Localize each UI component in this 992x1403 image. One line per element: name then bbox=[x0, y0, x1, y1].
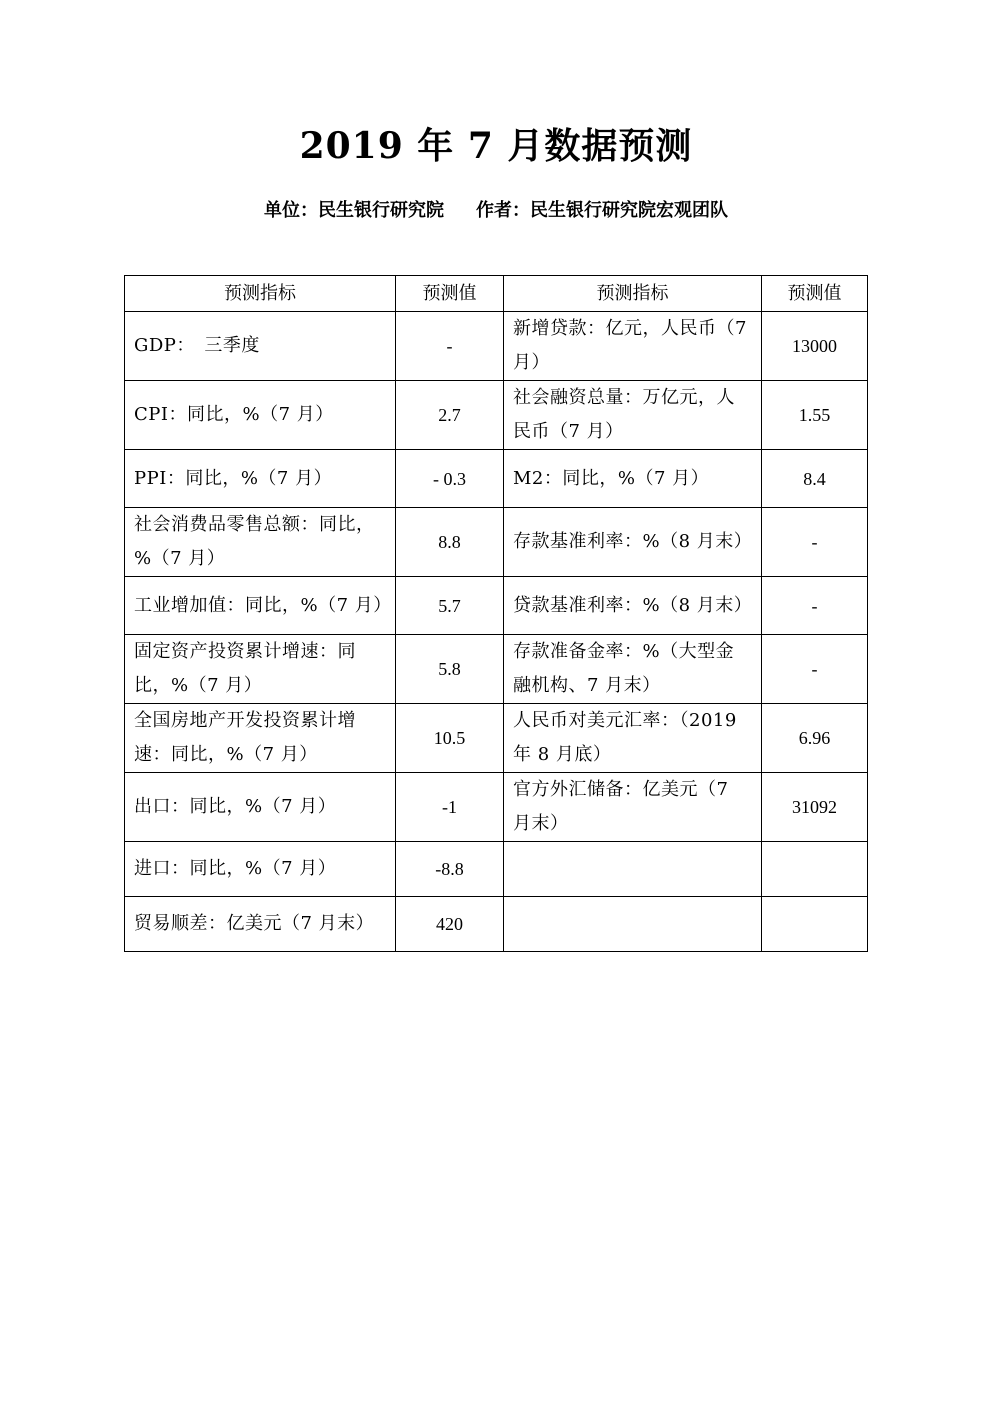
indicator-cell: 出口：同比，%（7 月） bbox=[125, 773, 396, 842]
value-cell: - 0.3 bbox=[396, 450, 504, 508]
table-header-row bbox=[125, 276, 868, 312]
table-row bbox=[125, 704, 868, 773]
indicator-cell: PPI：同比，%（7 月） bbox=[125, 450, 396, 508]
header-value-right: 预测值 bbox=[762, 276, 868, 312]
indicator-cell: 全国房地产开发投资累计增速：同比，%（7 月） bbox=[125, 704, 396, 773]
header-indicator-left: 预测指标 bbox=[125, 276, 396, 312]
value-cell: 5.8 bbox=[396, 635, 504, 704]
value-cell: 420 bbox=[396, 897, 504, 952]
table-row bbox=[125, 842, 868, 897]
unit-label: 单位：民生银行研究院 bbox=[264, 200, 444, 221]
table-row bbox=[125, 381, 868, 450]
indicator-cell bbox=[504, 842, 762, 897]
value-cell bbox=[762, 897, 868, 952]
table-row bbox=[125, 635, 868, 704]
value-cell: 13000 bbox=[762, 312, 868, 381]
value-cell: 10.5 bbox=[396, 704, 504, 773]
value-cell: 5.7 bbox=[396, 577, 504, 635]
value-cell: - bbox=[762, 635, 868, 704]
indicator-cell: 进口：同比，%（7 月） bbox=[125, 842, 396, 897]
value-cell: 1.55 bbox=[762, 381, 868, 450]
table-row bbox=[125, 577, 868, 635]
indicator-cell: GDP： 三季度 bbox=[125, 312, 396, 381]
value-cell: - bbox=[396, 312, 504, 381]
value-cell: -1 bbox=[396, 773, 504, 842]
value-cell: 2.7 bbox=[396, 381, 504, 450]
indicator-cell: 官方外汇储备：亿美元（7 月末） bbox=[504, 773, 762, 842]
table-row bbox=[125, 450, 868, 508]
indicator-cell: 社会融资总量：万亿元，人民币（7 月） bbox=[504, 381, 762, 450]
indicator-cell: 人民币对美元汇率：（2019 年 8 月底） bbox=[504, 704, 762, 773]
value-cell: - bbox=[762, 508, 868, 577]
value-cell: 8.8 bbox=[396, 508, 504, 577]
author-label: 作者：民生银行研究院宏观团队 bbox=[476, 200, 728, 221]
table-row bbox=[125, 508, 868, 577]
header-value-left: 预测值 bbox=[396, 276, 504, 312]
indicator-cell: 新增贷款：亿元，人民币（7 月） bbox=[504, 312, 762, 381]
value-cell: 6.96 bbox=[762, 704, 868, 773]
indicator-cell: 贷款基准利率：%（8 月末） bbox=[504, 577, 762, 635]
indicator-cell: M2：同比，%（7 月） bbox=[504, 450, 762, 508]
indicator-cell: CPI：同比，%（7 月） bbox=[125, 381, 396, 450]
table-row bbox=[125, 773, 868, 842]
header-indicator-right: 预测指标 bbox=[504, 276, 762, 312]
value-cell bbox=[762, 842, 868, 897]
indicator-cell: 存款基准利率：%（8 月末） bbox=[504, 508, 762, 577]
value-cell: - bbox=[762, 577, 868, 635]
value-cell: 31092 bbox=[762, 773, 868, 842]
value-cell: -8.8 bbox=[396, 842, 504, 897]
indicator-cell: 固定资产投资累计增速：同比，%（7 月） bbox=[125, 635, 396, 704]
value-cell: 8.4 bbox=[762, 450, 868, 508]
forecast-table bbox=[124, 275, 868, 952]
indicator-cell bbox=[504, 897, 762, 952]
table-row bbox=[125, 897, 868, 952]
page-title: 2019 年 7 月数据预测 bbox=[299, 125, 693, 167]
indicator-cell: 社会消费品零售总额：同比，%（7 月） bbox=[125, 508, 396, 577]
table-row bbox=[125, 312, 868, 381]
byline bbox=[0, 197, 992, 225]
indicator-cell: 存款准备金率：%（大型金融机构、7 月末） bbox=[504, 635, 762, 704]
indicator-cell: 工业增加值：同比，%（7 月） bbox=[125, 577, 396, 635]
indicator-cell: 贸易顺差：亿美元（7 月末） bbox=[125, 897, 396, 952]
